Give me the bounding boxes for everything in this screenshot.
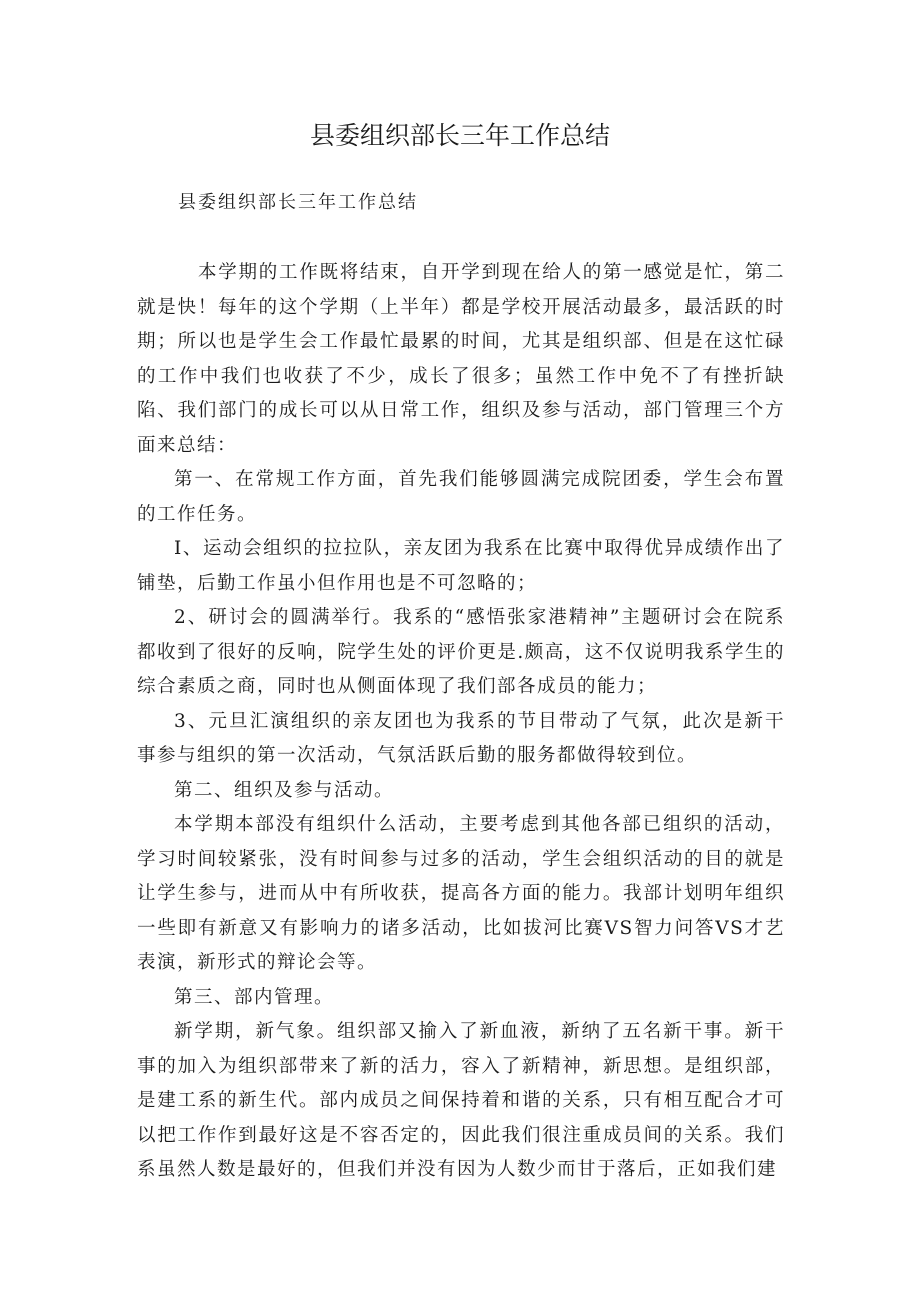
document-title: 县委组织部长三年工作总结 <box>309 121 610 150</box>
paragraph-section-two-body: 本学期本部没有组织什么活动，主要考虑到其他各部已组织的活动，学习时间较紧张，没有时间参与过多的活动，学生会组织活动的目的就是让学生参与，进而从中有所收获，提高各方面的能力。我部计划明年组织一些即有新意又有影响力的诸多活动，比如拔河比赛VS智力问答VS才艺表演，新形式的辩论会等。 <box>137 814 785 973</box>
paragraph-section-two-heading: 第二、组织及参与活动。 <box>174 779 395 801</box>
document-subtitle: 县委组织部长三年工作总结 <box>178 192 418 213</box>
paragraph-intro: 本学期的工作既将结束，自开学到现在给人的第一感觉是忙，第二就是快！每年的这个学期（上半年）都是学校开展活动最多，最活跃的时期；所以也是学生会工作最忙最累的时间，尤其是组织部、但是在这忙碌的工作中我们也收获了不少，成长了很多；虽然工作中免不了有挫折缺陷、我们部门的成长可以从日常工作，组织及参与活动，部门管理三个方面来总结： <box>137 262 785 456</box>
paragraph-section-three-heading: 第三、部内管理。 <box>174 986 335 1008</box>
paragraph-section-one-heading: 第一、在常规工作方面，首先我们能够圆满完成院团委，学生会布置的工作任务。 <box>137 469 785 525</box>
paragraph-item-3: 3、元旦汇演组织的亲友团也为我系的节目带动了气氛，此次是新干事参与组织的第一次活动，气氛活跃后勤的服务都做得较到位。 <box>137 710 785 766</box>
paragraph-section-three-body: 新学期，新气象。组织部又揄入了新血液，新纳了五名新干事。新干事的加入为组织部带来了新的活力，容入了新精神，新思想。是组织部，是建工系的新生代。部内成员之间保持着和谐的关系，只有相互配合才可以把工作作到最好这是不容否定的，因此我们很注重成员间的关系。我们系虽然人数是最好的，但我们并没有因为人数少而甘于落后，正如我们建 <box>137 1021 785 1180</box>
paragraph-item-2: 2、研讨会的圆满举行。我系的“感悟张家港精神”主题研讨会在院系都收到了很好的反响，院学生处的评价更是.颇高，这不仅说明我系学生的综合素质之商，同时也从侧面体现了我们部各成员的能力； <box>137 607 785 697</box>
paragraph-item-1: I、运动会组织的拉拉队，亲友团为我系在比赛中取得优异成绩作出了铺垫，后勤工作虽小但作用也是不可忽略的； <box>137 538 785 594</box>
document-body <box>137 256 785 1188</box>
